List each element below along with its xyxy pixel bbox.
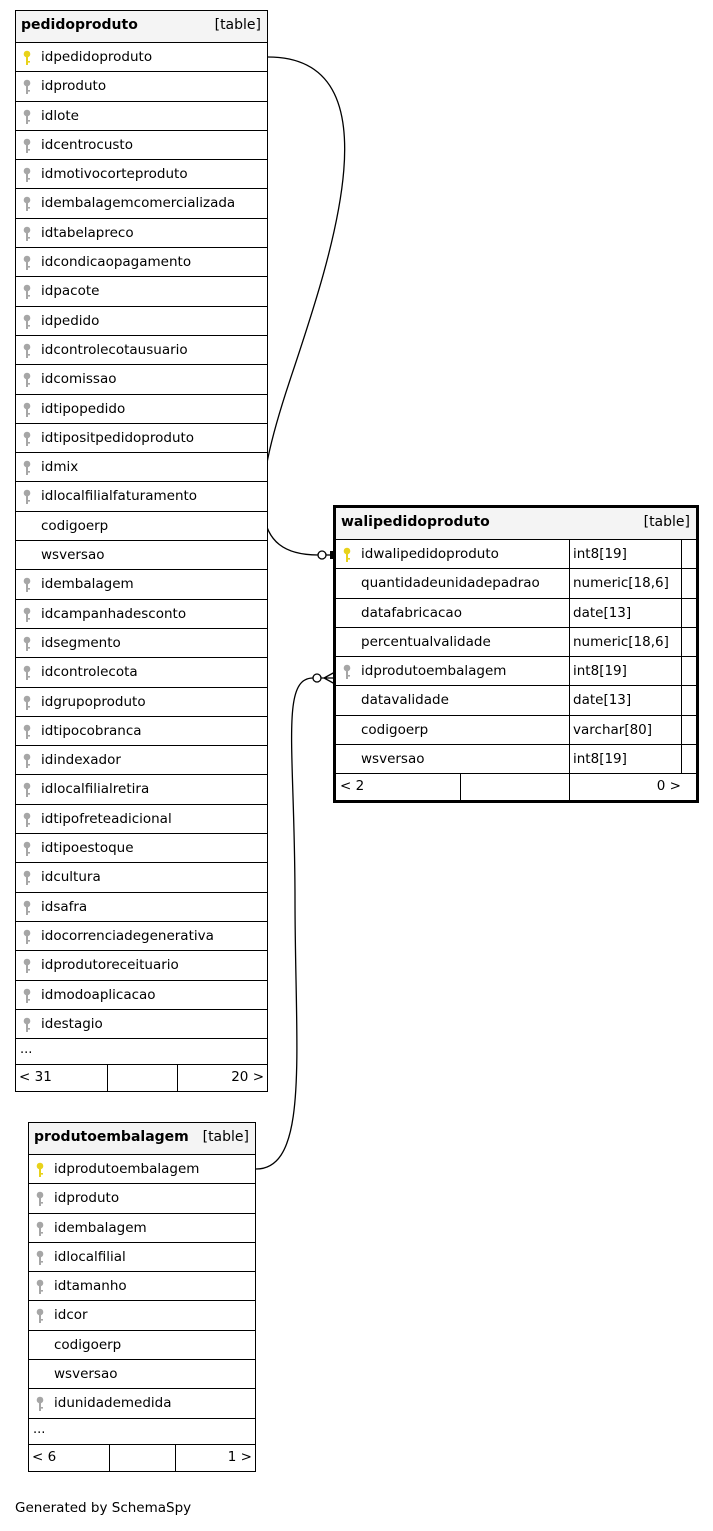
column-row[interactable] — [16, 395, 267, 424]
column-row[interactable] — [29, 1360, 255, 1389]
column-name: codigoerp — [361, 721, 429, 738]
column-row[interactable] — [16, 629, 267, 658]
column-name: idsafra — [41, 898, 88, 915]
foreign-key-icon — [22, 988, 34, 1004]
column-row[interactable] — [16, 102, 267, 131]
table-header — [16, 11, 267, 43]
column-divider — [681, 569, 682, 597]
column-name: idproduto — [41, 78, 107, 95]
foreign-key-icon — [22, 343, 34, 359]
column-name: wsversao — [41, 547, 105, 564]
table-name: pedidoproduto — [21, 17, 138, 33]
column-name: idlocalfilial — [54, 1248, 126, 1265]
column-name: idlote — [41, 107, 79, 124]
foreign-key-icon — [22, 929, 34, 945]
column-type: int8[19] — [569, 540, 627, 568]
column-name: idembalagem — [54, 1219, 147, 1236]
column-divider — [681, 540, 682, 568]
column-divider — [681, 686, 682, 714]
column-name: idpedido — [41, 312, 100, 329]
column-row[interactable] — [16, 688, 267, 717]
foreign-key-icon — [22, 138, 34, 154]
foreign-key-icon — [35, 1191, 47, 1207]
foreign-key-icon — [22, 577, 34, 593]
relationship-end-circle — [318, 551, 326, 559]
column-name: idcentrocusto — [41, 136, 133, 153]
foreign-key-icon — [342, 664, 354, 680]
column-row[interactable] — [336, 599, 696, 628]
table-walipedidoproduto[interactable] — [333, 505, 699, 803]
column-row[interactable] — [29, 1155, 255, 1184]
foreign-key-icon — [22, 226, 34, 242]
column-name: idcultura — [41, 869, 101, 886]
table-pedidoproduto[interactable] — [15, 10, 268, 1092]
column-name: codigoerp — [41, 517, 109, 534]
column-row[interactable] — [16, 160, 267, 189]
foreign-key-icon — [22, 724, 34, 740]
column-row[interactable] — [16, 717, 267, 746]
column-name: idproduto — [54, 1190, 120, 1207]
column-name: idsegmento — [41, 634, 121, 651]
column-row[interactable] — [16, 453, 267, 482]
column-row[interactable] — [336, 569, 696, 598]
foreign-key-icon — [22, 870, 34, 886]
column-row[interactable] — [16, 336, 267, 365]
column-row[interactable] — [29, 1389, 255, 1418]
column-row[interactable] — [16, 1010, 267, 1039]
column-name: wsversao — [54, 1366, 118, 1383]
foreign-key-icon — [22, 958, 34, 974]
column-name: idmix — [41, 459, 79, 476]
more-columns: ... — [16, 1039, 267, 1065]
column-name: idindexador — [41, 752, 121, 769]
column-name: idlocalfilialretira — [41, 781, 150, 798]
column-name: idpacote — [41, 283, 100, 300]
column-name: idmotivocorteproduto — [41, 166, 188, 183]
table-tag: [table] — [643, 514, 690, 530]
column-name: idcontrolecotausuario — [41, 341, 188, 358]
table-name: produtoembalagem — [34, 1129, 189, 1145]
column-name: idcor — [54, 1307, 88, 1324]
column-divider — [681, 745, 682, 773]
table-header — [336, 508, 696, 540]
column-divider — [681, 657, 682, 685]
column-row[interactable] — [16, 72, 267, 101]
table-name: walipedidoproduto — [341, 514, 490, 530]
column-row[interactable] — [16, 951, 267, 980]
table-footer — [29, 1445, 255, 1471]
column-name: idprodutoreceituario — [41, 957, 179, 974]
column-type: int8[19] — [569, 745, 627, 773]
foreign-key-icon — [22, 284, 34, 300]
column-row[interactable] — [16, 248, 267, 277]
column-divider — [681, 599, 682, 627]
table-produtoembalagem[interactable] — [28, 1122, 256, 1472]
foreign-key-icon — [22, 79, 34, 95]
foreign-key-icon — [22, 636, 34, 652]
column-row[interactable] — [16, 834, 267, 863]
table-tag: [table] — [214, 17, 261, 33]
foreign-key-icon — [22, 489, 34, 505]
column-type: numeric[18,6] — [569, 628, 669, 656]
column-row[interactable] — [336, 686, 696, 715]
foreign-key-icon — [22, 900, 34, 916]
foreign-key-icon — [35, 1250, 47, 1266]
column-row[interactable] — [29, 1243, 255, 1272]
foreign-key-icon — [35, 1221, 47, 1237]
column-row[interactable] — [16, 746, 267, 775]
column-list — [16, 43, 267, 1039]
foreign-key-icon — [22, 841, 34, 857]
foreign-key-icon — [22, 255, 34, 271]
foreign-key-icon — [22, 812, 34, 828]
column-name: wsversao — [361, 751, 425, 768]
column-row[interactable] — [16, 482, 267, 511]
column-type: int8[19] — [569, 657, 627, 685]
column-list — [29, 1155, 255, 1419]
column-row[interactable] — [16, 863, 267, 892]
more-columns: ... — [29, 1419, 255, 1445]
column-row[interactable] — [16, 805, 267, 834]
foreign-key-icon — [22, 372, 34, 388]
column-type: date[13] — [569, 599, 631, 627]
parents-count[interactable]: < 31 — [19, 1069, 52, 1086]
column-row[interactable] — [29, 1272, 255, 1301]
foreign-key-icon — [22, 109, 34, 125]
foreign-key-icon — [22, 196, 34, 212]
column-row[interactable] — [29, 1331, 255, 1360]
column-list — [336, 540, 696, 774]
parents-count[interactable]: < 2 — [340, 778, 365, 795]
column-row[interactable] — [16, 277, 267, 306]
primary-key-icon — [35, 1162, 47, 1178]
column-name: idunidademedida — [54, 1395, 172, 1412]
column-name: quantidadeunidadepadrao — [361, 575, 540, 592]
column-type: varchar[80] — [569, 716, 652, 744]
column-row[interactable] — [16, 775, 267, 804]
generated-by-label: Generated by SchemaSpy — [15, 1500, 192, 1516]
column-row[interactable] — [16, 131, 267, 160]
column-row[interactable] — [336, 716, 696, 745]
column-row[interactable] — [16, 307, 267, 336]
column-name: idtabelapreco — [41, 224, 134, 241]
column-row[interactable] — [336, 657, 696, 686]
column-name: idprodutoembalagem — [54, 1161, 200, 1177]
column-name: idocorrenciadegenerativa — [41, 927, 214, 944]
relationship-start-circle — [313, 674, 321, 682]
column-row[interactable] — [16, 570, 267, 599]
column-name: idembalagem — [41, 576, 134, 593]
column-row[interactable] — [336, 628, 696, 657]
column-name: idtipositpedidoproduto — [41, 429, 195, 446]
foreign-key-icon — [22, 460, 34, 476]
parents-count[interactable]: < 6 — [32, 1448, 57, 1465]
column-row[interactable] — [16, 541, 267, 570]
column-name: idpedidoproduto — [41, 49, 153, 65]
column-type: date[13] — [569, 686, 631, 714]
foreign-key-icon — [22, 782, 34, 798]
column-row[interactable] — [16, 893, 267, 922]
foreign-key-icon — [22, 607, 34, 623]
foreign-key-icon — [35, 1396, 47, 1412]
column-name: idlocalfilialfaturamento — [41, 488, 198, 505]
column-row[interactable] — [16, 512, 267, 541]
children-count[interactable]: 20 > — [231, 1069, 264, 1086]
column-name: idcampanhadesconto — [41, 605, 187, 622]
column-name: idtipoestoque — [41, 840, 134, 857]
children-count[interactable]: 1 > — [227, 1448, 252, 1465]
column-name: idcontrolecota — [41, 664, 138, 681]
column-row[interactable] — [16, 219, 267, 248]
foreign-key-icon — [22, 431, 34, 447]
column-row[interactable] — [16, 424, 267, 453]
column-divider — [681, 716, 682, 744]
column-row[interactable] — [16, 365, 267, 394]
relationship-line-pedidoproduto — [263, 57, 345, 555]
column-name: idembalagemcomercializada — [41, 195, 236, 212]
column-name: idtamanho — [54, 1278, 127, 1295]
column-row[interactable] — [16, 189, 267, 218]
table-footer — [336, 774, 696, 800]
column-row[interactable] — [29, 1301, 255, 1330]
primary-key-icon — [342, 547, 354, 563]
foreign-key-icon — [35, 1308, 47, 1324]
column-name: datafabricacao — [361, 604, 462, 621]
column-name: percentualvalidade — [361, 633, 491, 650]
column-row[interactable] — [16, 981, 267, 1010]
foreign-key-icon — [22, 1017, 34, 1033]
foreign-key-icon — [22, 753, 34, 769]
column-name: idestagio — [41, 1015, 103, 1032]
column-divider — [681, 628, 682, 656]
column-name: idtipocobranca — [41, 722, 142, 739]
column-name: idprodutoembalagem — [361, 663, 507, 680]
foreign-key-icon — [22, 402, 34, 418]
column-name: idmodoaplicacao — [41, 986, 156, 1003]
column-row[interactable] — [29, 1184, 255, 1213]
column-name: idcondicaopagamento — [41, 254, 192, 271]
column-name: codigoerp — [54, 1336, 122, 1353]
primary-key-icon — [22, 50, 34, 66]
column-name: idtipofreteadicional — [41, 810, 172, 827]
column-row[interactable] — [336, 745, 696, 774]
column-row[interactable] — [16, 43, 267, 72]
foreign-key-icon — [22, 167, 34, 183]
children-count[interactable]: 0 > — [656, 778, 681, 795]
table-footer — [16, 1065, 267, 1091]
column-row[interactable] — [16, 658, 267, 687]
column-row[interactable] — [16, 922, 267, 951]
column-name: idgrupoproduto — [41, 693, 146, 710]
table-tag: [table] — [202, 1129, 249, 1145]
column-name: datavalidade — [361, 692, 449, 709]
column-row[interactable] — [336, 540, 696, 569]
column-name: idwalipedidoproduto — [361, 546, 499, 562]
column-name: idcomissao — [41, 371, 117, 388]
column-row[interactable] — [29, 1214, 255, 1243]
foreign-key-icon — [22, 665, 34, 681]
foreign-key-icon — [22, 695, 34, 711]
column-row[interactable] — [16, 600, 267, 629]
foreign-key-icon — [22, 314, 34, 330]
foreign-key-icon — [35, 1279, 47, 1295]
table-header — [29, 1123, 255, 1155]
column-name: idtipopedido — [41, 400, 126, 417]
column-type: numeric[18,6] — [569, 569, 669, 597]
